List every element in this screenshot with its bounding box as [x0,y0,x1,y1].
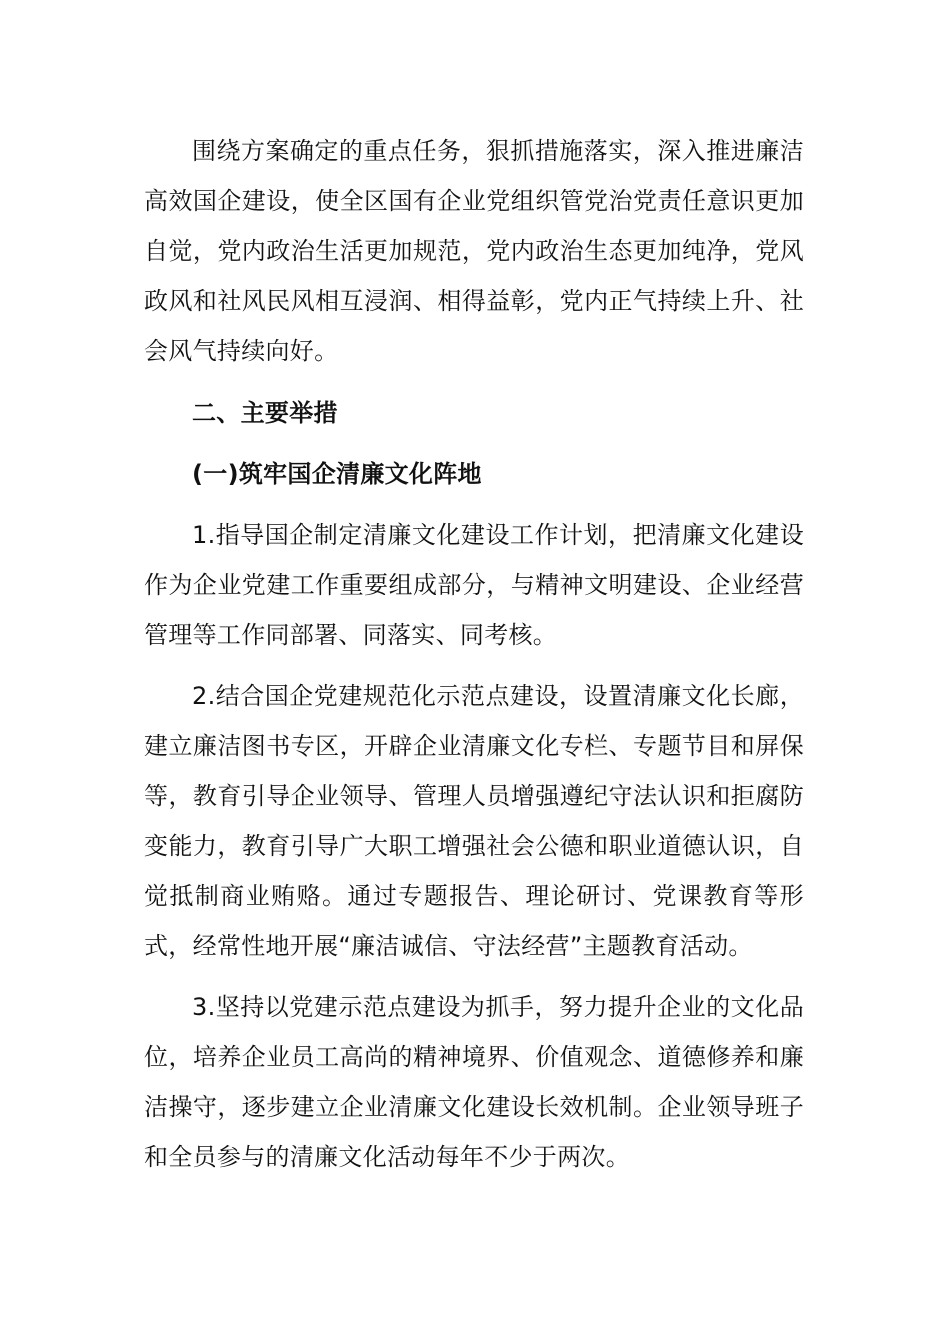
list-item: 2.结合国企党建规范化示范点建设，设置清廉文化长廊，建立廉洁图书专区，开辟企业清廉文化专栏、专题节目和屏保等，教育引导企业领导、管理人员增强遵纪守法认识和拒腐防变能力，教育引导广大职工增强社会公德和职业道德认识，自觉抵制商业贿赂。通过专题报告、理论研讨、党课教育等形式，经常性地开展“廉洁诚信、守法经营”主题教育活动。 [144,682,804,960]
list-item: 3.坚持以党建示范点建设为抓手，努力提升企业的文化品位，培养企业员工高尚的精神境界、价值观念、道德修养和廉洁操守，逐步建立企业清廉文化建设长效机制。企业领导班子和全员参与的清廉文化活动每年不少于两次。 [144,993,804,1171]
intro-paragraph: 围绕方案确定的重点任务，狠抓措施落实，深入推进廉洁高效国企建设，使全区国有企业党组织管党治党责任意识更加自觉，党内政治生活更加规范，党内政治生态更加纯净，党风政风和社风民风相互浸润、相得益彰，党内正气持续上升、社会风气持续向好。 [144,137,804,365]
document-body [144,126,804,1182]
section-heading: 二、主要举措 [192,399,338,427]
subsection-heading: (一)筑牢国企清廉文化阵地 [192,460,482,488]
list-item: 1.指导国企制定清廉文化建设工作计划，把清廉文化建设作为企业党建工作重要组成部分，与精神文明建设、企业经营管理等工作同部署、同落实、同考核。 [144,521,804,649]
